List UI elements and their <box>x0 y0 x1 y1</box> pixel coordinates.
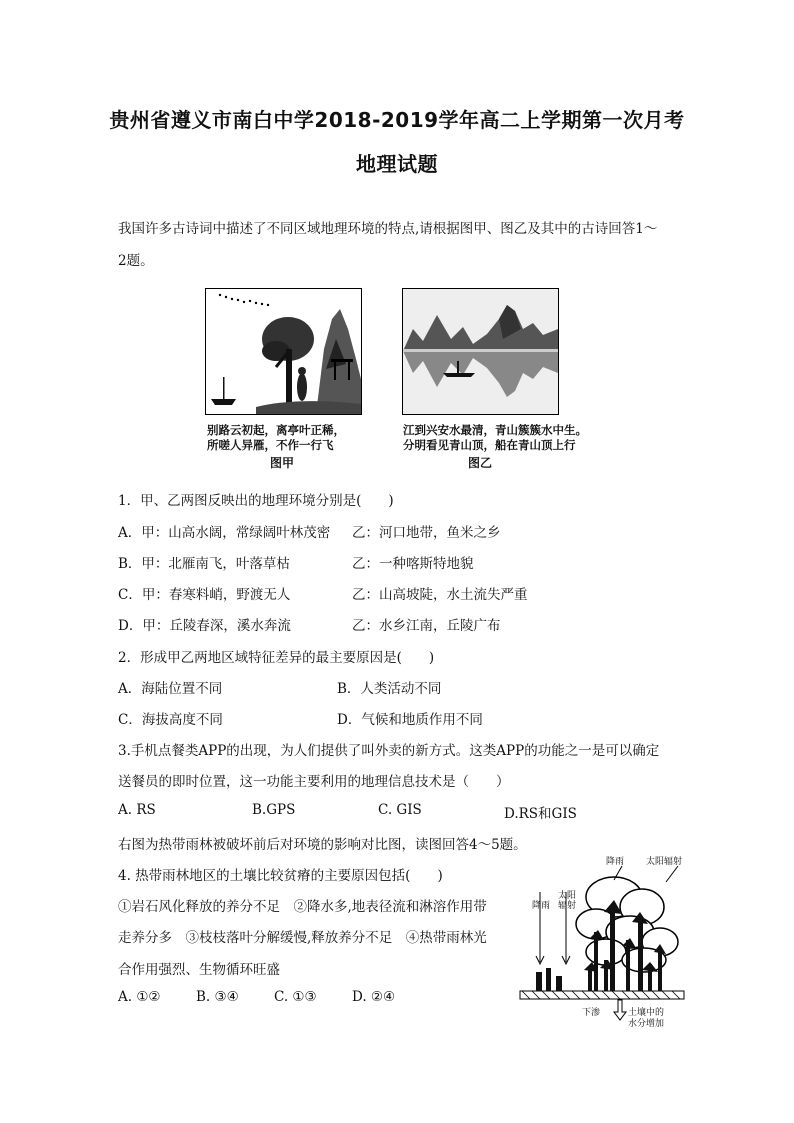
figure-jia-illustration <box>205 288 362 415</box>
q3-option-a: A. RS <box>118 802 156 818</box>
q1-option-d-yi: 乙：水乡江南，丘陵广布 <box>352 618 501 634</box>
q2-option-c: C．海拔高度不同 <box>118 712 223 728</box>
diagram-soil-water-label-2: 水分增加 <box>628 1019 665 1029</box>
diagram-sun-label-left-2: 辐射 <box>558 901 577 911</box>
q4-statement-line-1: ①岩石风化释放的养分不足 ②降水多,地表径流和淋溶作用带 <box>118 899 487 915</box>
figure-jia-poem-line-1: 别路云初起，离亭叶正稀， <box>207 423 345 437</box>
q2-option-b: B．人类活动不同 <box>337 681 442 697</box>
q1-option-d-jia: D．甲：丘陵春深，溪水奔流 <box>118 618 291 634</box>
q1-option-b-yi: 乙：一种喀斯特地貌 <box>352 556 474 572</box>
page-subtitle: 地理试题 <box>356 152 438 176</box>
diagram-sun-label-right: 太阳辐射 <box>646 857 683 867</box>
q1-option-c-yi: 乙：山高坡陡，水土流失严重 <box>352 587 528 603</box>
diagram-sun-label-left-1: 太阳 <box>558 891 577 901</box>
figure-yi-poem-line-1: 江到兴安水最清，青山簇簇水中生。 <box>403 423 587 437</box>
diagram-soil-water-label-1: 土壤中的 <box>628 1008 665 1018</box>
q2-stem: 2．形成甲乙两地区域特征差异的最主要原因是( ) <box>118 650 435 666</box>
q4-option-a: A. ①② <box>118 989 161 1005</box>
q4-stem: 4. 热带雨林地区的土壤比较贫瘠的主要原因包括( ) <box>118 868 443 884</box>
q2-option-a: A．海陆位置不同 <box>118 681 223 697</box>
figure-yi-illustration <box>402 288 559 415</box>
q1-option-c-jia: C．甲：春寒料峭，野渡无人 <box>118 587 291 603</box>
intro-line-1: 我国许多古诗词中描述了不同区域地理环境的特点,请根据图甲、图乙及其中的古诗回答1～ <box>118 221 658 237</box>
page-title: 贵州省遵义市南白中学2018-2019学年高二上学期第一次月考 <box>109 108 685 132</box>
q1-option-a-yi: 乙：河口地带，鱼米之乡 <box>352 525 501 541</box>
q3-option-c: C. GIS <box>378 802 422 818</box>
q1-option-a-jia: A．甲：山高水阔，常绿阔叶林茂密 <box>118 525 331 541</box>
q1-stem: 1．甲、乙两图反映出的地理环境分别是( ) <box>118 493 394 509</box>
q3-option-d: D.RS和GIS <box>504 806 577 822</box>
intro-2: 右图为热带雨林被破坏前后对环境的影响对比图，读图回答4～5题。 <box>118 837 527 853</box>
intro-line-2: 2题。 <box>118 253 154 269</box>
diagram-infiltration-label: 下渗 <box>582 1008 601 1018</box>
q4-option-d: D. ②④ <box>352 989 396 1005</box>
q4-option-b: B. ③④ <box>196 989 239 1005</box>
q1-option-b-jia: B．甲：北雁南飞，叶落草枯 <box>118 556 290 572</box>
q4-statement-line-2: 走养分多 ③枝枝落叶分解缓慢,释放养分不足 ④热带雨林光 <box>118 930 487 946</box>
figure-yi-poem-line-2: 分明看见青山顶，船在青山顶上行 <box>403 438 576 452</box>
figure-jia-label: 图甲 <box>270 456 295 470</box>
diagram-rain-label-left: 降雨 <box>532 901 551 911</box>
figure-jia-poem-line-2: 所嗟人异雁，不作一行飞 <box>207 438 334 452</box>
q3-stem-line-1: 3.手机点餐类APP的出现，为人们提供了叫外卖的新方式。这类APP的功能之一是可以确定 <box>118 743 660 759</box>
q2-option-d: D．气候和地质作用不同 <box>337 712 483 728</box>
diagram-rain-label-right: 降雨 <box>606 857 625 867</box>
q3-option-b: B.GPS <box>252 802 296 818</box>
figure-yi-label: 图乙 <box>468 456 493 470</box>
rainforest-diagram <box>518 852 688 1032</box>
q4-option-c: C. ①③ <box>274 989 317 1005</box>
q3-stem-line-2: 送餐员的即时位置，这一功能主要利用的地理信息技术是（ ） <box>118 774 510 790</box>
q4-statement-line-3: 合作用强烈、生物循环旺盛 <box>118 962 280 978</box>
